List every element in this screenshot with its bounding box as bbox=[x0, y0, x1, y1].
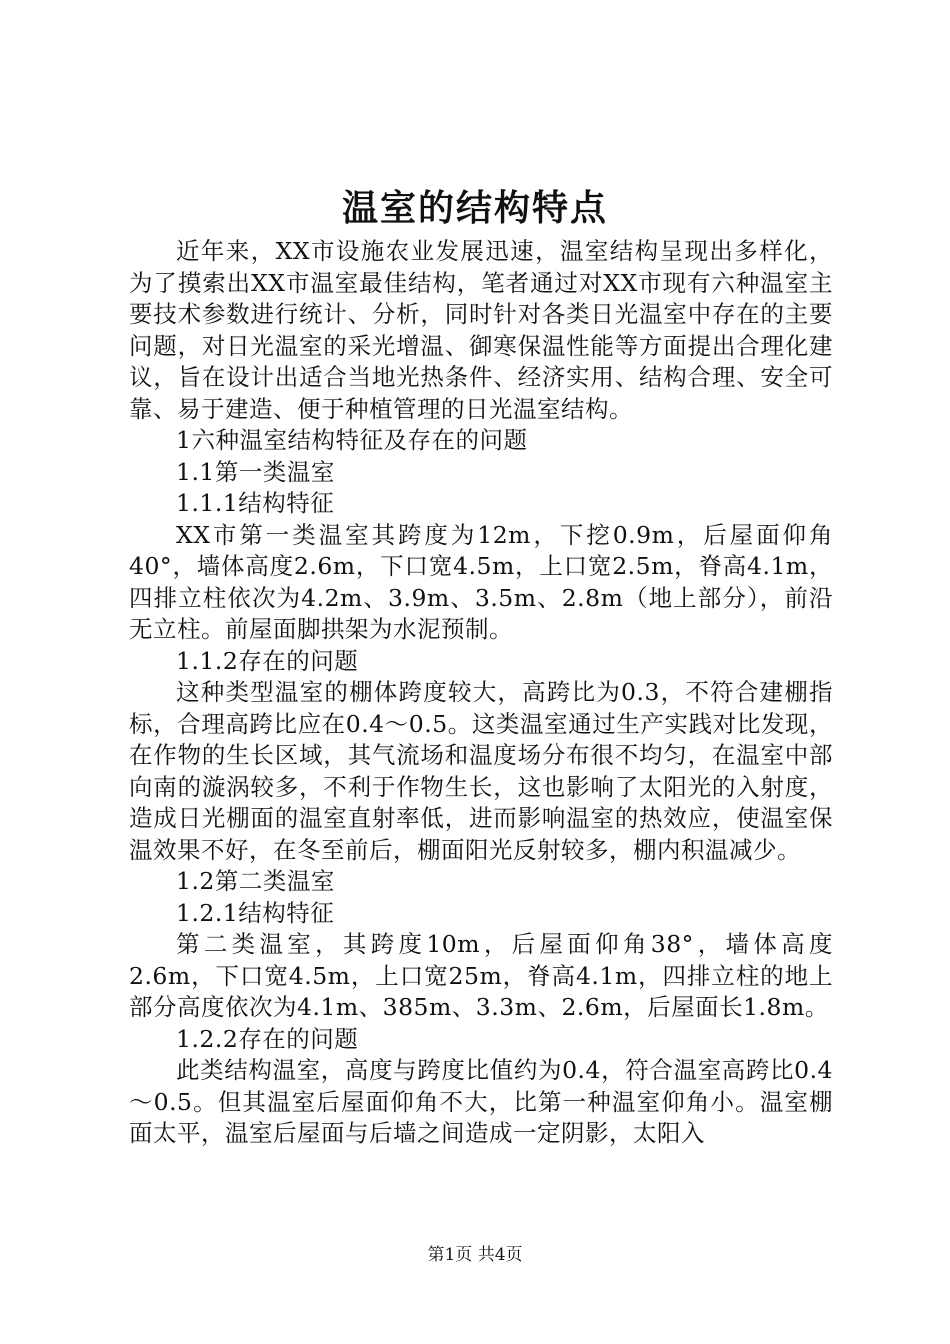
subsubsection-heading: 1.2.2存在的问题 bbox=[176, 1024, 359, 1053]
page-footer: 第1页 共4页 bbox=[427, 1245, 523, 1265]
body-paragraph: 这种类型温室的棚体跨度较大，高跨比为0.3，不符合建棚指标，合理高跨比应在0.4～0.5。这类温室通过生产实践对比发现，在作物的生长区域，其气流场和温度场分布很不均匀，在温室中部向南的漩涡较多，不利于作物生长，这也影响了太阳光的入射度，造成日光棚面的温室直射率低，进而影响温室的热效应，使温室保温效果不好，在冬至前后，棚面阳光反射较多，棚内积温减少。 bbox=[129, 678, 833, 864]
subsubsection-heading: 1.1.2存在的问题 bbox=[176, 646, 359, 675]
document-body bbox=[129, 236, 833, 1150]
intro-paragraph: 近年来，XX市设施农业发展迅速，温室结构呈现出多样化，为了摸索出XX市温室最佳结构，笔者通过对XX市现有六种温室主要技术参数进行统计、分析，同时针对各类日光温室中存在的主要问题，对日光温室的采光增温、御寒保温性能等方面提出合理化建议，旨在设计出适合当地光热条件、经济实用、结构合理、安全可靠、易于建造、便于种植管理的日光温室结构。 bbox=[129, 237, 833, 423]
body-paragraph: 此类结构温室，高度与跨度比值约为0.4，符合温室高跨比0.4～0.5。但其温室后屋面仰角不大，比第一种温室仰角小。温室棚面太平，温室后屋面与后墙之间造成一定阴影，太阳入 bbox=[129, 1056, 833, 1147]
section-heading: 1六种温室结构特征及存在的问题 bbox=[176, 426, 528, 454]
subsubsection-heading: 1.1.1结构特征 bbox=[176, 489, 335, 517]
subsection-heading: 1.1第一类温室 bbox=[176, 457, 335, 486]
subsection-heading: 1.2第二类温室 bbox=[176, 867, 335, 895]
subsubsection-heading: 1.2.1结构特征 bbox=[176, 898, 335, 927]
document-title: 温室的结构特点 bbox=[341, 187, 608, 229]
body-paragraph: XX市第一类温室其跨度为12m，下挖0.9m，后屋面仰角40°，墙体高度2.6m，下口宽4.5m，上口宽2.5m，脊高4.1m，四排立柱依次为4.2m、3.9m、3.5m、2.8m（地上部分），前沿无立柱。前屋面脚拱架为水泥预制。 bbox=[129, 520, 833, 643]
body-paragraph: 第二类温室，其跨度10m，后屋面仰角38°，墙体高度2.6m，下口宽4.5m，上口宽25m，脊高4.1m，四排立柱的地上部分高度依次为4.1m、385m、3.3m、2.6m，后屋面长1.8m。 bbox=[129, 930, 833, 1021]
